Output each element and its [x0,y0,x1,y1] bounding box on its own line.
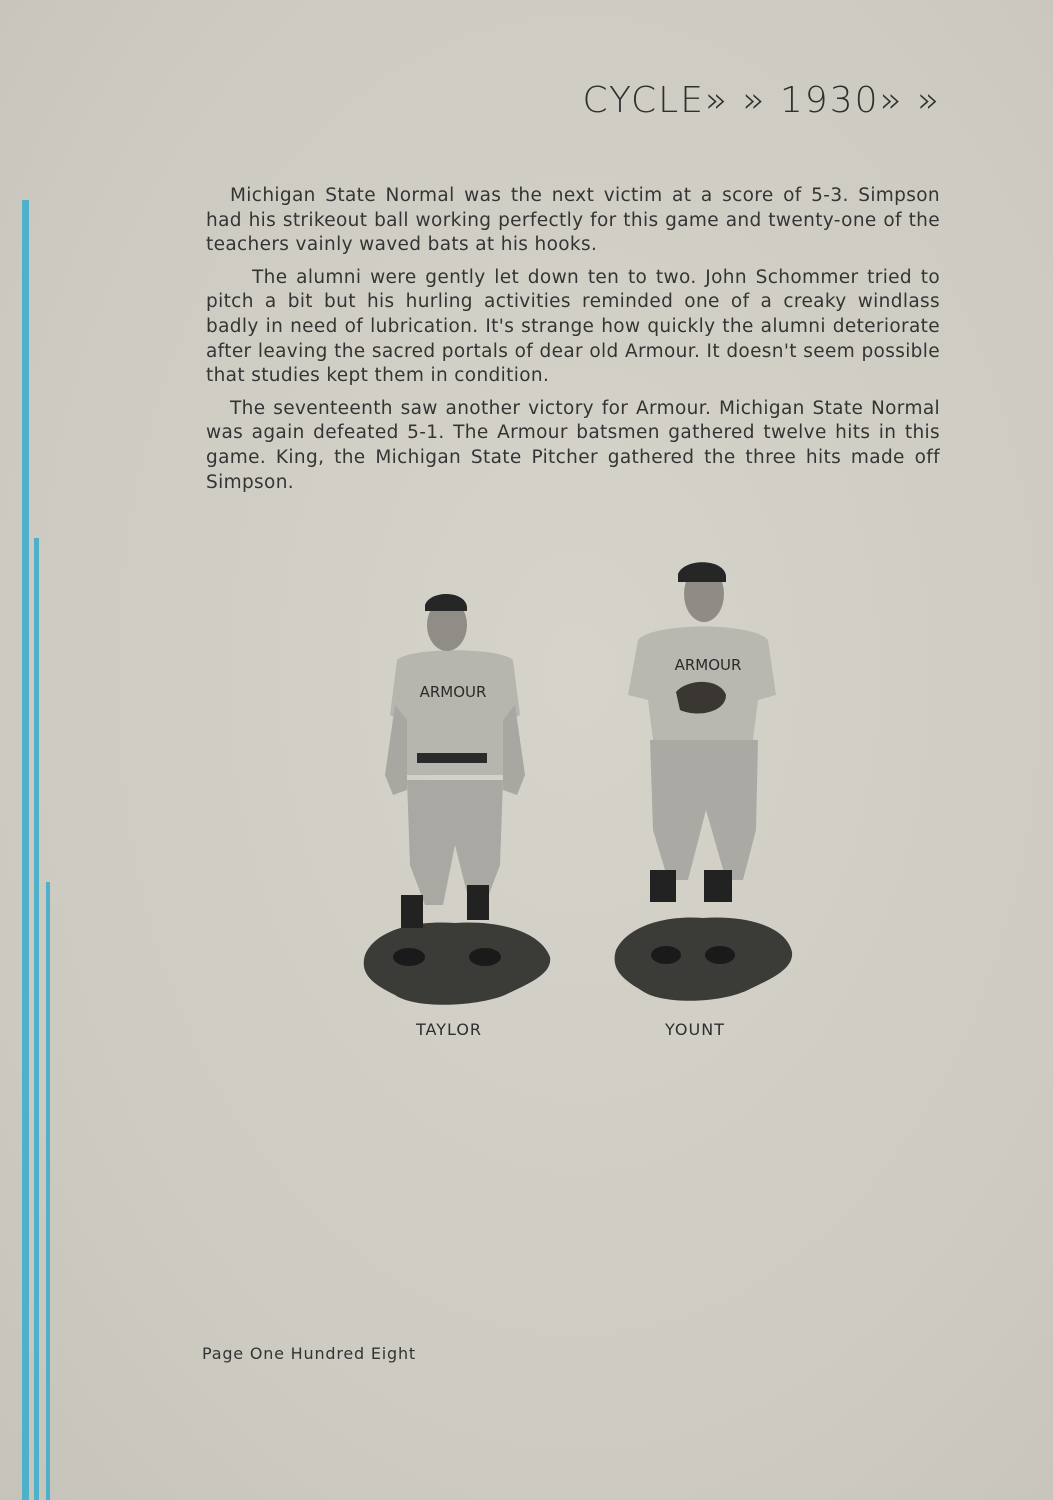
paragraph-1: Michigan State Normal was the next victim at a score of 5-3. Simpson had his strikeout ball working perfectly for this game and twenty-one of the teachers vainly waved bats at his hooks. [206,185,940,256]
player-photo-taylor [355,585,555,1010]
accent-stripe-2 [34,538,39,1500]
page-header: CYCLE» » 1930» » [582,80,941,121]
player-photo-yount [608,560,798,1010]
jersey-lettering: ARMOUR [674,656,742,674]
page-number: Page One Hundred Eight [202,1344,416,1363]
paragraph-3: The seventeenth saw another victory for Armour. Michigan State Normal was again defeated 5-1. The Armour batsmen gathered twelve hits in this game. King, the Michigan State Pitcher gathered the three hits made off Simpson. [206,397,940,493]
caption-yount: YOUNT [665,1020,725,1039]
paragraph-2: The alumni were gently let down ten to two. John Schommer tried to pitch a bit but his hurling activities reminded one of a creaky windlass badly in need of lubrication. It's strange how quickly the alumni deteriorate after leaving the sacred portals of dear old Armour. It doesn't seem possible that studies kept them in condition. [206,266,940,387]
accent-stripe-3 [46,882,50,1500]
article-body [206,184,940,503]
jersey-lettering: ARMOUR [419,683,487,701]
caption-taylor: TAYLOR [415,1020,483,1039]
accent-stripe-1 [22,200,29,1500]
